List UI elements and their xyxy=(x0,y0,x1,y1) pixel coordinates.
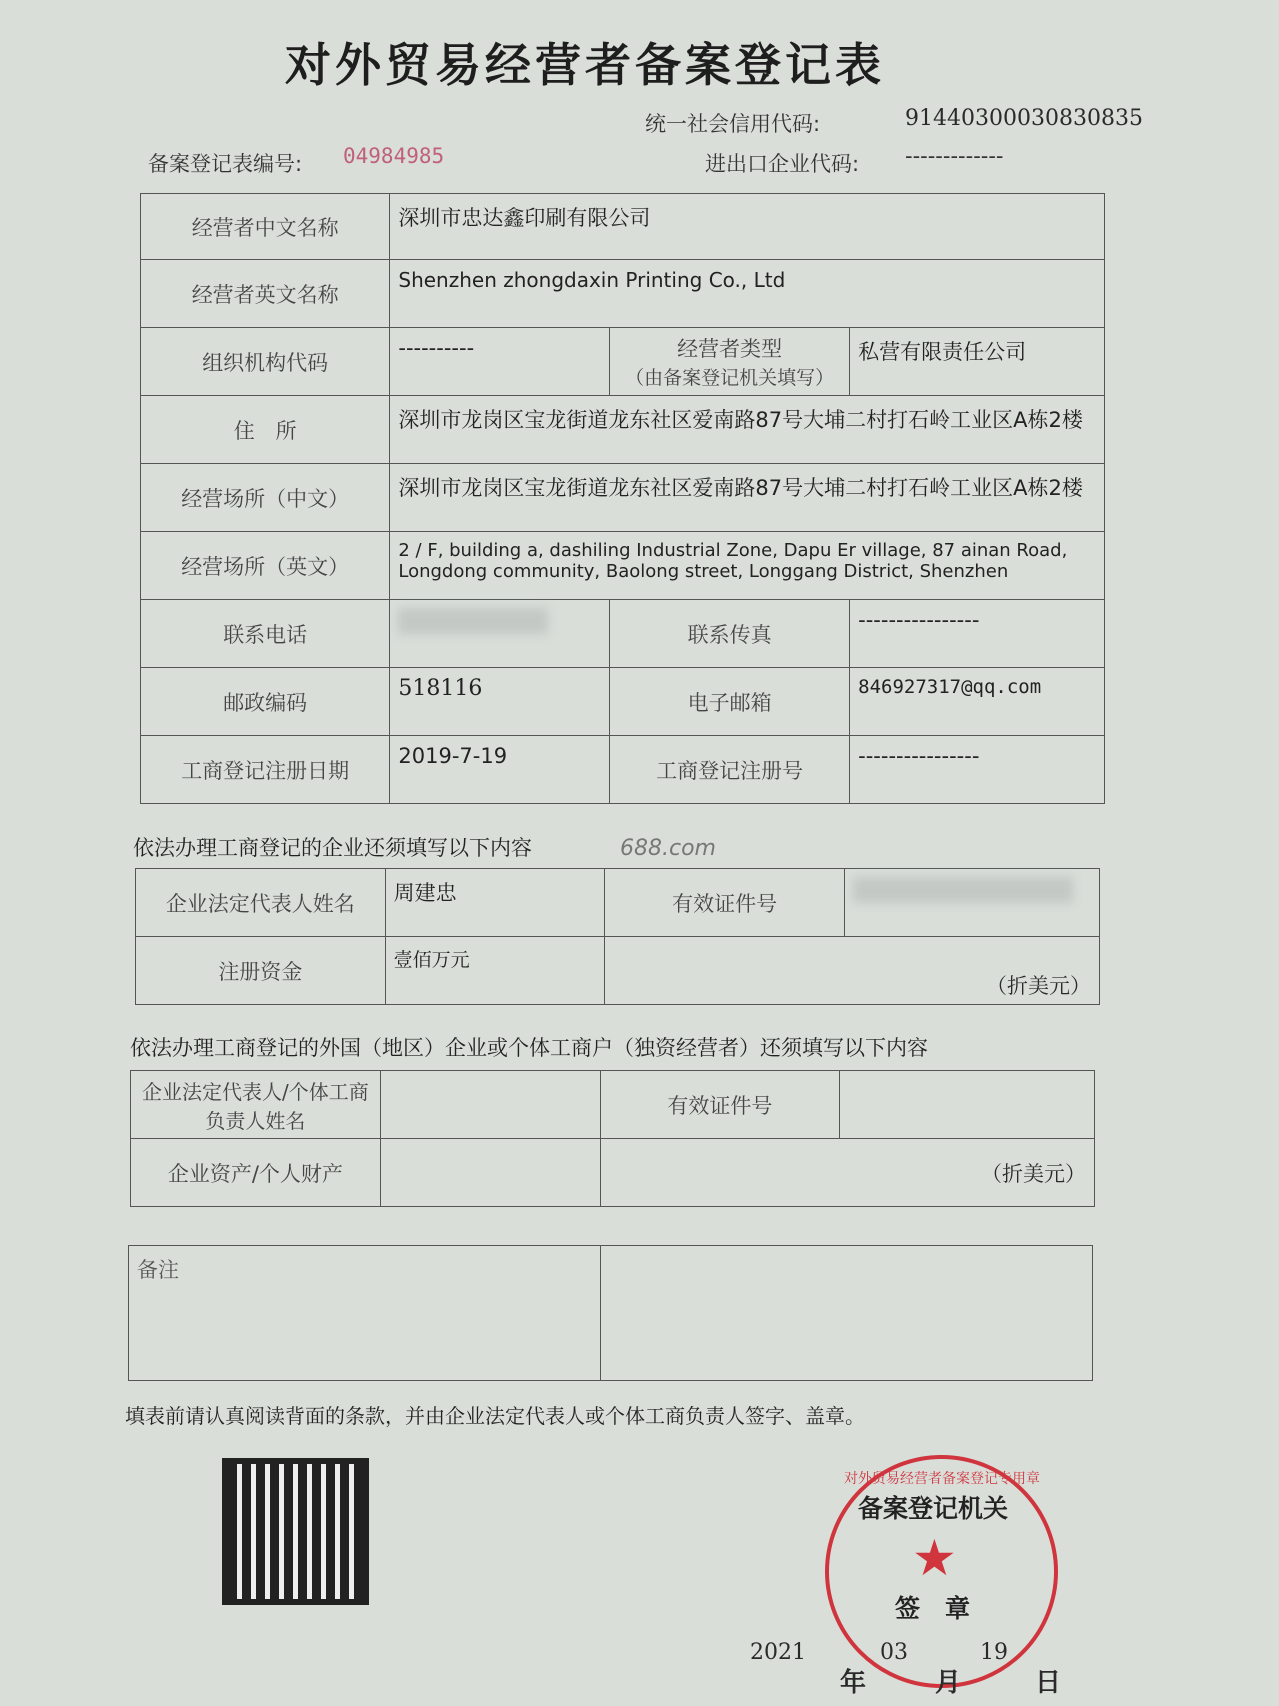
rep-name: 周建忠 xyxy=(385,869,605,937)
email: 846927317@qq.com xyxy=(850,668,1105,736)
credit-code: 91440300030830835 xyxy=(905,106,1143,131)
phone-redacted xyxy=(398,608,548,634)
capital-usd-note: （折美元） xyxy=(605,937,1100,1005)
section2-heading: 依法办理工商登记的外国（地区）企业或个体工商户（独资经营者）还须填写以下内容 xyxy=(130,1036,928,1060)
rep-label: 企业法定代表人姓名 xyxy=(136,869,386,937)
stamp-sign: 签 章 xyxy=(895,1594,971,1623)
postcode-label: 邮政编码 xyxy=(141,668,390,736)
section1-heading: 依法办理工商登记的企业还须填写以下内容 xyxy=(133,836,532,860)
reg-date: 2019-7-19 xyxy=(390,736,610,804)
email-label: 电子邮箱 xyxy=(610,668,850,736)
phone-label: 联系电话 xyxy=(141,600,390,668)
site-cn: 深圳市龙岗区宝龙街道龙东社区爱南路87号大埔二村打石岭工业区A栋2楼 xyxy=(390,464,1105,532)
capital-label: 注册资金 xyxy=(136,937,386,1005)
ie-code-label: 进出口企业代码: xyxy=(705,152,860,176)
site-cn-label: 经营场所（中文） xyxy=(141,464,390,532)
capital: 壹佰万元 xyxy=(385,937,605,1005)
org-code-label: 组织机构代码 xyxy=(141,328,390,396)
assets-label: 企业资产/个人财产 xyxy=(131,1139,381,1207)
cn-name-label: 经营者中文名称 xyxy=(141,194,390,260)
site-en: 2 / F, building a, dashiling Industrial Zone, Dapu Er village, 87 ainan Road, Longdong community, Baolong street, Longgang District, Shenzhen xyxy=(390,532,1105,600)
watermark: 688.com xyxy=(620,836,716,861)
fax: ---------------- xyxy=(850,600,1105,668)
month-label: 月 xyxy=(935,1668,962,1698)
form-no: 04984985 xyxy=(343,144,445,168)
address-label: 住 所 xyxy=(141,396,390,464)
qr-code xyxy=(222,1458,369,1605)
remarks-label: 备注 xyxy=(129,1246,601,1381)
form-no-label: 备案登记表编号: xyxy=(148,152,303,176)
assets-usd-note: （折美元） xyxy=(600,1139,1095,1207)
date-year: 2021 xyxy=(750,1640,806,1665)
site-en-label: 经营场所（英文） xyxy=(141,532,390,600)
org-code: ---------- xyxy=(390,328,610,396)
fax-label: 联系传真 xyxy=(610,600,850,668)
remarks-table xyxy=(128,1245,1093,1381)
type-note: （由备案登记机关填写） xyxy=(625,367,835,389)
reg-no-label: 工商登记注册号 xyxy=(610,736,850,804)
main-table xyxy=(140,193,1105,804)
id-label: 有效证件号 xyxy=(605,869,845,937)
en-name-label: 经营者英文名称 xyxy=(141,260,390,328)
ie-code: ------------- xyxy=(905,144,1004,168)
seal-star-icon: ★ xyxy=(912,1529,957,1587)
day-label: 日 xyxy=(1035,1668,1062,1698)
reg-date-label: 工商登记注册日期 xyxy=(141,736,390,804)
address: 深圳市龙岗区宝龙街道龙东社区爱南路87号大埔二村打石岭工业区A栋2楼 xyxy=(390,396,1105,464)
postcode: 518116 xyxy=(390,668,610,736)
page-title: 对外贸易经营者备案登记表 xyxy=(285,38,885,92)
type-label: 经营者类型 xyxy=(677,337,783,361)
foreign-id-label: 有效证件号 xyxy=(600,1071,840,1139)
section2-table xyxy=(130,1070,1095,1207)
seal-ring-text: 对外贸易经营者备案登记专用章 xyxy=(844,1471,1040,1487)
reg-no: ---------------- xyxy=(850,736,1105,804)
footer-note: 填表前请认真阅读背面的条款，并由企业法定代表人或个体工商负责人签字、盖章。 xyxy=(125,1404,865,1428)
foreign-rep-label: 企业法定代表人/个体工商负责人姓名 xyxy=(131,1071,381,1139)
type: 私营有限责任公司 xyxy=(850,328,1105,396)
date-month: 03 xyxy=(880,1640,908,1665)
stamp-authority: 备案登记机关 xyxy=(858,1494,1009,1523)
date-day: 19 xyxy=(980,1640,1008,1665)
en-name: Shenzhen zhongdaxin Printing Co., Ltd xyxy=(390,260,1105,328)
credit-code-label: 统一社会信用代码: xyxy=(645,112,821,136)
year-label: 年 xyxy=(840,1668,867,1698)
section1-table xyxy=(135,868,1100,1005)
id-redacted xyxy=(853,877,1073,903)
cn-name: 深圳市忠达鑫印刷有限公司 xyxy=(390,194,1105,260)
